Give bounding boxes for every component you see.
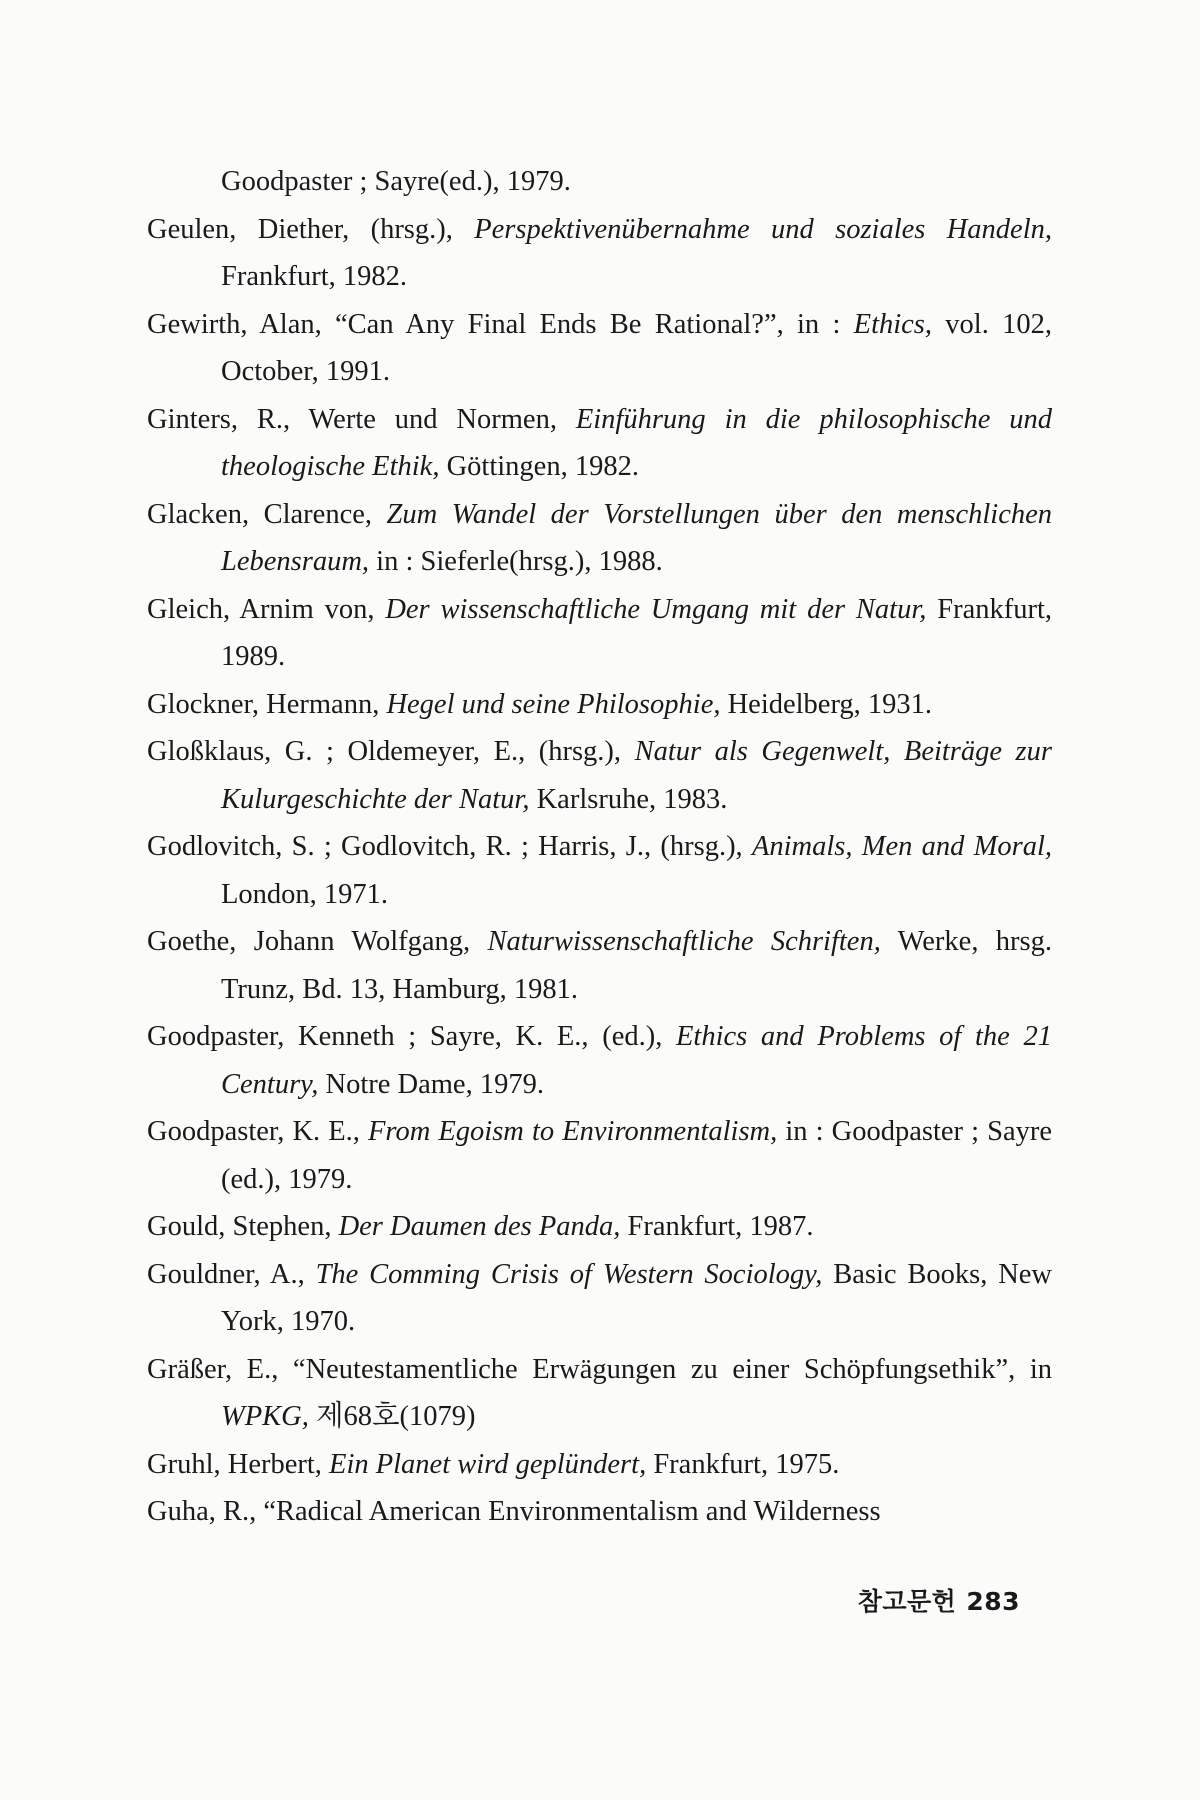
entry-text: Glacken, Clarence, xyxy=(147,498,387,530)
entry-title: Ein Planet wird geplündert, xyxy=(329,1448,647,1480)
entry-text: Heidelberg, 1931. xyxy=(720,688,933,720)
bibliography-entry xyxy=(147,491,1052,586)
entry-text: in : Goodpaster ; Sayre (ed.), 1979. xyxy=(221,1116,1052,1195)
bibliography-entry xyxy=(147,586,1052,681)
entry-text: Gleich, Arnim von, xyxy=(147,593,386,625)
bibliography-entry xyxy=(147,681,1052,729)
entry-title: Naturwissenschaftliche Schriften, xyxy=(487,926,881,957)
entry-text: Gruhl, Herbert, xyxy=(147,1448,330,1480)
entry-text: Frankfurt, 1987. xyxy=(620,1211,814,1242)
entry-title: Zum Wandel der Vorstellungen über den menschlichen Lebensraum, xyxy=(221,498,1052,577)
entry-text: vol. 102, October, 1991. xyxy=(221,308,1053,387)
entry-text: Godlovitch, S. ; Godlovitch, R. ; Harris, J., (hrsg.), xyxy=(147,831,752,862)
entry-title: From Egoism to Environmentalism, xyxy=(368,1116,778,1147)
entry-text: Gouldner, A., xyxy=(147,1258,316,1290)
bibliography-list xyxy=(147,158,1052,1536)
entry-text: Gewirth, Alan, “Can Any Final Ends Be Rational?”, in : xyxy=(147,308,854,340)
entry-text: 제68호(1079) xyxy=(308,1401,476,1432)
bibliography-entry xyxy=(147,301,1052,396)
entry-title: Natur als Gegenwelt, Beiträge zur Kulurgeschichte der Natur, xyxy=(221,736,1052,815)
bibliography-entry xyxy=(147,1203,1052,1251)
entry-text: Goethe, Johann Wolfgang, xyxy=(147,926,488,957)
entry-text: Gloßklaus, G. ; Oldemeyer, E., (hrsg.), xyxy=(147,736,635,767)
page-footer xyxy=(850,1582,1020,1618)
entry-title: Animals, Men and Moral, xyxy=(751,831,1053,862)
entry-text: Karlsruhe, 1983. xyxy=(529,783,728,815)
entry-text: Ginters, R., Werte und Normen, xyxy=(147,403,576,435)
entry-title: Einführung in die philosophische und theologische Ethik, xyxy=(221,403,1052,482)
entry-title: Perspektivenübernahme und soziales Handeln, xyxy=(474,213,1052,245)
bibliography-continuation: Goodpaster ; Sayre(ed.), 1979. xyxy=(221,166,571,197)
bibliography-entry xyxy=(147,1488,1052,1536)
entry-title: Der Daumen des Panda, xyxy=(338,1211,621,1242)
bibliography-entry xyxy=(147,728,1052,823)
bibliography-entry xyxy=(147,1108,1052,1203)
entry-text: Gräßer, E., “Neutestamentliche Erwägungen zu einer Schöpfungsethik”, in xyxy=(147,1353,1052,1385)
entry-text: Werke, hrsg. Trunz, Bd. 13, Hamburg, 1981. xyxy=(221,926,1053,1005)
entry-text: Frankfurt, 1975. xyxy=(646,1448,840,1480)
bibliography-entry xyxy=(147,823,1052,918)
section-label: 참고문헌 xyxy=(857,1587,957,1616)
entry-text: Gould, Stephen, xyxy=(147,1211,339,1242)
entry-text: Goodpaster, K. E., xyxy=(147,1116,368,1147)
bibliography-entry xyxy=(147,1013,1052,1108)
bibliography-entry xyxy=(147,1441,1052,1489)
entry-text: Glockner, Hermann, xyxy=(147,688,387,720)
entry-title: WPKG, xyxy=(221,1401,309,1432)
entry-text: Geulen, Diether, (hrsg.), xyxy=(147,213,475,245)
entry-title: Hegel und seine Philosophie, xyxy=(386,688,721,720)
entry-text: Notre Dame, 1979. xyxy=(318,1068,544,1100)
entry-text: London, 1971. xyxy=(221,878,389,910)
entry-text: Goodpaster, Kenneth ; Sayre, K. E., (ed.), xyxy=(147,1021,677,1052)
entry-text: in : Sieferle(hrsg.), 1988. xyxy=(369,546,663,577)
bibliography-entry xyxy=(147,918,1052,1013)
bibliography-entry xyxy=(147,1251,1052,1346)
page-number: 283 xyxy=(966,1587,1020,1616)
bibliography-entry xyxy=(147,206,1052,301)
entry-title: Der wissenschaftliche Umgang mit der Natur, xyxy=(385,593,927,625)
entry-text: Guha, R., “Radical American Environmentalism and Wilderness xyxy=(147,1496,881,1527)
entry-title: The Comming Crisis of Western Sociology, xyxy=(315,1258,823,1290)
entry-text: Basic Books, New York, 1970. xyxy=(221,1258,1053,1337)
entry-text: Göttingen, 1982. xyxy=(439,451,639,482)
entry-title: Ethics and Problems of the 21 Century, xyxy=(221,1021,1052,1100)
entry-text: Frankfurt, 1982. xyxy=(221,261,408,292)
entry-text: Frankfurt, 1989. xyxy=(221,593,1052,672)
entry-title: Ethics, xyxy=(853,308,933,340)
bibliography-entry xyxy=(147,1346,1052,1441)
bibliography-entry xyxy=(147,396,1052,491)
